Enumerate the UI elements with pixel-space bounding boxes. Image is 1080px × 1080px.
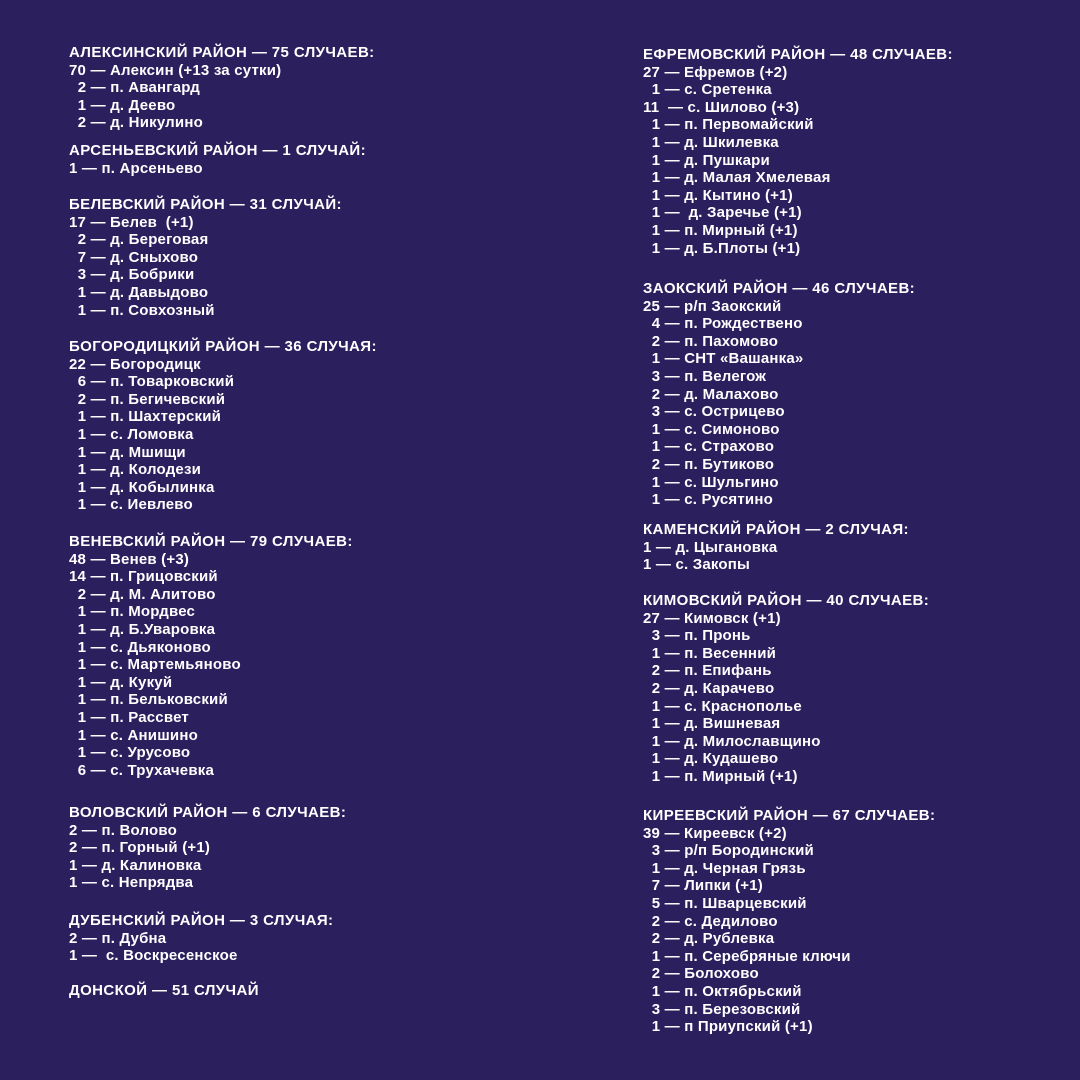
case-line: 1 — п. Арсеньево: [69, 159, 203, 177]
district-block: [69, 533, 353, 779]
case-line: 17 — Белев (+1): [69, 213, 194, 231]
case-line: 1 — п. Октябрьский: [643, 982, 802, 1000]
case-line: 1 — д. Кудашево: [643, 750, 779, 768]
case-line: 1 — д. Шкилевка: [643, 133, 779, 151]
district-block: [643, 280, 915, 509]
case-line: 2 — п. Бутиково: [643, 455, 775, 473]
district-block: [69, 338, 377, 514]
case-line: 1 — д. Б.Плоты (+1): [643, 239, 801, 257]
district-title: БОГОРОДИЦКИЙ РАЙОН — 36 СЛУЧАЯ:: [69, 338, 377, 355]
case-line: 2 — д. Никулино: [69, 114, 203, 132]
district-title: АЛЕКСИНСКИЙ РАЙОН — 75 СЛУЧАЕВ:: [69, 44, 375, 61]
case-line: 1 — с. Сретенка: [643, 81, 772, 99]
case-line: 1 — д. Мшищи: [69, 443, 186, 461]
case-line: 1 — с. Ломовка: [69, 425, 194, 443]
district-block: [69, 912, 333, 965]
case-line: 1 — п. Совхозный: [69, 301, 215, 319]
case-line: 1 — с. Шульгино: [643, 473, 779, 491]
case-line: 2 — п. Епифань: [643, 662, 772, 680]
district-title: ДОНСКОЙ — 51 СЛУЧАЙ: [69, 982, 259, 999]
case-line: 6 — с. Трухачевка: [69, 761, 215, 779]
case-line: 1 — п Приупский (+1): [643, 1018, 813, 1036]
case-line: 1 — с. Краснополье: [643, 697, 802, 715]
case-line: 1 — с. Мартемьяново: [69, 656, 241, 674]
case-line: 1 — д. Деево: [69, 96, 176, 114]
case-line: 2 — п. Горный (+1): [69, 839, 211, 857]
case-line: 1 — с. Закопы: [643, 556, 751, 574]
case-line: 1 — с. Урусово: [69, 744, 191, 762]
case-line: 2 — п. Пахомово: [643, 332, 779, 350]
case-line: 2 — п. Авангард: [69, 79, 200, 97]
case-line: 4 — п. Рождествено: [643, 315, 803, 333]
case-line: 1 — с. Дьяконово: [69, 638, 211, 656]
district-title: КАМЕНСКИЙ РАЙОН — 2 СЛУЧАЯ:: [643, 521, 909, 538]
case-line: 1 — с. Непрядва: [69, 874, 194, 892]
case-line: 2 — п. Волово: [69, 821, 177, 839]
case-line: 1 — д. Вишневая: [643, 715, 781, 733]
case-line: 1 — с. Воскресенское: [69, 947, 238, 965]
case-line: 70 — Алексин (+13 за сутки): [69, 61, 282, 79]
district-title: ЕФРЕМОВСКИЙ РАЙОН — 48 СЛУЧАЕВ:: [643, 46, 953, 63]
case-line: 1 — д. Колодези: [69, 461, 202, 479]
case-line: 1 — с. Страхово: [643, 438, 775, 456]
case-line: 27 — Кимовск (+1): [643, 609, 781, 627]
case-line: 7 — д. Сныхово: [69, 248, 199, 266]
case-line: 1 — д. Цыгановка: [643, 538, 778, 556]
district-title: КИРЕЕВСКИЙ РАЙОН — 67 СЛУЧАЕВ:: [643, 807, 936, 824]
case-line: 1 — с. Анишино: [69, 726, 198, 744]
district-block: [643, 592, 929, 786]
case-line: 3 — д. Бобрики: [69, 266, 195, 284]
case-line: 1 — д. Давыдово: [69, 283, 209, 301]
district-title: ВЕНЕВСКИЙ РАЙОН — 79 СЛУЧАЕВ:: [69, 533, 353, 550]
case-line: 1 — д. Черная Грязь: [643, 859, 806, 877]
case-line: 11 — с. Шилово (+3): [643, 98, 800, 116]
case-line: 2 — д. Рублевка: [643, 930, 775, 948]
case-line: 1 — д. Калиновка: [69, 856, 202, 874]
case-line: 1 — д. Малая Хмелевая: [643, 169, 831, 187]
district-title: ДУБЕНСКИЙ РАЙОН — 3 СЛУЧАЯ:: [69, 912, 334, 929]
case-line: 1 — д. Кобылинка: [69, 478, 215, 496]
case-line: 1 — п. Весенний: [643, 644, 777, 662]
case-line: 3 — п. Велегож: [643, 367, 767, 385]
case-line: 7 — Липки (+1): [643, 877, 764, 895]
case-line: 1 — с. Русятино: [643, 491, 773, 509]
case-line: 3 — р/п Бородинский: [643, 842, 814, 860]
case-line: 2 — д. Малахово: [643, 385, 779, 403]
case-line: 48 — Венев (+3): [69, 550, 190, 568]
case-line: 1 — п. Серебряные ключи: [643, 947, 851, 965]
case-line: 1 — д. Пушкари: [643, 151, 770, 169]
case-line: 1 — п. Первомайский: [643, 116, 814, 134]
case-line: 22 — Богородицк: [69, 355, 201, 373]
case-line: 1 — д. Заречье (+1): [643, 204, 802, 222]
case-line: 3 — п. Березовский: [643, 1000, 801, 1018]
case-line: 2 — Болохово: [643, 965, 759, 983]
case-line: 2 — п. Бегичевский: [69, 390, 226, 408]
case-line: 3 — с. Острицево: [643, 403, 785, 421]
case-line: 25 — р/п Заокский: [643, 297, 782, 315]
case-line: 2 — д. Карачево: [643, 679, 775, 697]
district-title: ВОЛОВСКИЙ РАЙОН — 6 СЛУЧАЕВ:: [69, 804, 347, 821]
case-line: 6 — п. Товарковский: [69, 373, 235, 391]
district-block: [643, 521, 909, 574]
district-block: [643, 46, 953, 257]
case-line: 1 — д. Милославщино: [643, 732, 821, 750]
district-title: АРСЕНЬЕВСКИЙ РАЙОН — 1 СЛУЧАЙ:: [69, 142, 367, 159]
district-title: ЗАОКСКИЙ РАЙОН — 46 СЛУЧАЕВ:: [643, 280, 916, 297]
district-title: БЕЛЕВСКИЙ РАЙОН — 31 СЛУЧАЙ:: [69, 196, 342, 213]
case-line: 1 — д. Кукуй: [69, 673, 173, 691]
case-line: 39 — Киреевск (+2): [643, 824, 787, 842]
district-block: [69, 982, 259, 1000]
district-block: [69, 196, 342, 319]
case-line: 5 — п. Шварцевский: [643, 894, 807, 912]
case-line: 1 — д. Кытино (+1): [643, 186, 793, 204]
case-line: 1 — п. Мордвес: [69, 603, 196, 621]
case-line: 2 — д. Береговая: [69, 231, 209, 249]
case-line: 14 — п. Грицовский: [69, 568, 218, 586]
district-title: КИМОВСКИЙ РАЙОН — 40 СЛУЧАЕВ:: [643, 592, 930, 609]
case-line: 2 — с. Дедилово: [643, 912, 778, 930]
case-line: 1 — СНТ «Вашанка»: [643, 350, 804, 368]
case-line: 3 — п. Пронь: [643, 627, 751, 645]
case-line: 2 — д. М. Алитово: [69, 585, 216, 603]
case-line: 1 — п. Шахтерский: [69, 408, 222, 426]
case-line: 1 — д. Б.Уваровка: [69, 620, 216, 638]
district-block: [69, 44, 375, 132]
district-block: [69, 142, 366, 177]
case-line: 1 — с. Симоново: [643, 420, 780, 438]
district-block: [69, 804, 346, 892]
case-line: 1 — с. Иевлево: [69, 496, 193, 514]
case-line: 1 — п. Бельковский: [69, 691, 228, 709]
case-line: 2 — п. Дубна: [69, 929, 167, 947]
case-line: 1 — п. Мирный (+1): [643, 767, 798, 785]
case-line: 27 — Ефремов (+2): [643, 63, 788, 81]
district-block: [643, 807, 935, 1036]
case-line: 1 — п. Мирный (+1): [643, 221, 798, 239]
case-line: 1 — п. Рассвет: [69, 708, 189, 726]
